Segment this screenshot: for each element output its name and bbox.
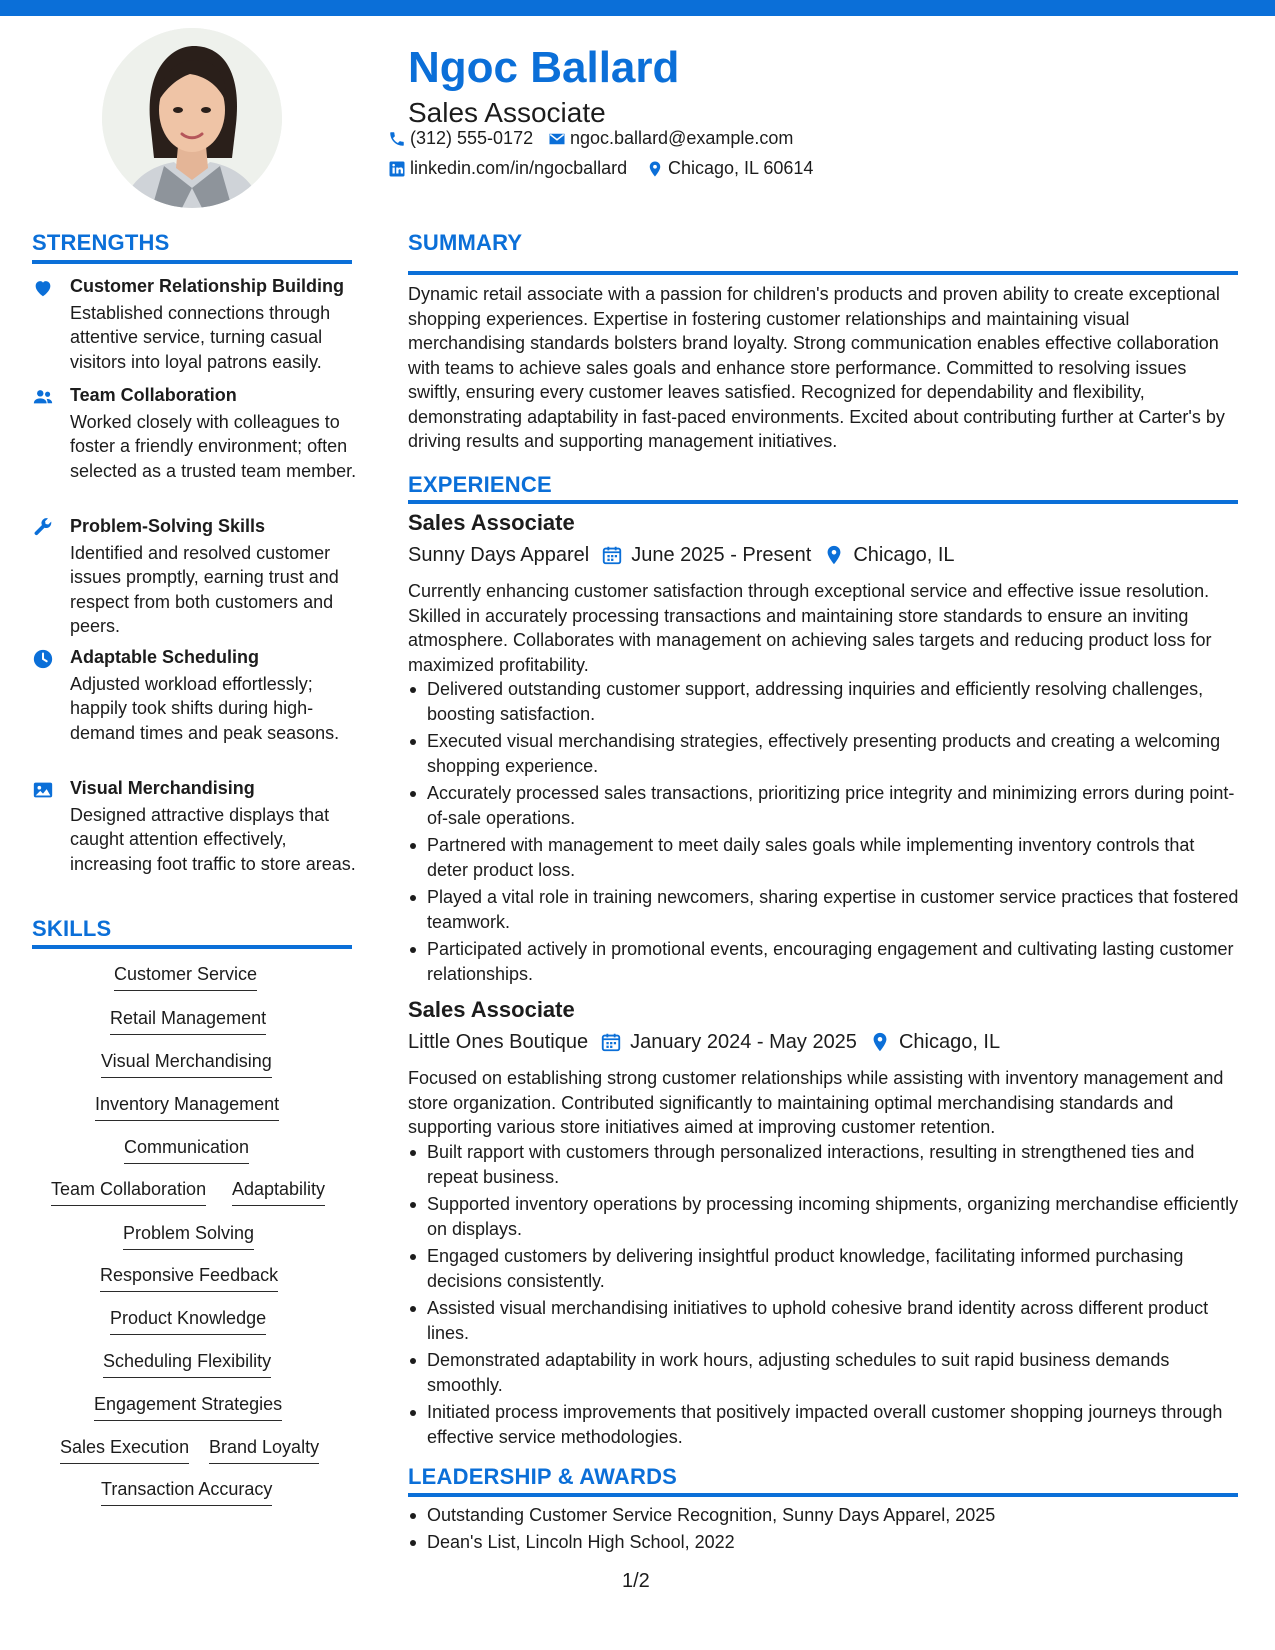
- job-bullet: Demonstrated adaptability in work hours, adjusting schedules to suit rapid business demands smoothly.: [408, 1348, 1240, 1397]
- skill-tag: Customer Service: [114, 963, 257, 991]
- users-icon: [32, 386, 54, 408]
- phone-icon: [388, 130, 406, 148]
- job-location: Chicago, IL: [898, 1030, 1001, 1053]
- heart-icon: [32, 277, 54, 299]
- job-meta: [408, 1028, 1000, 1056]
- strength-desc: Adjusted workload effortlessly; happily took shifts during high-demand times and peak seasons.: [70, 674, 340, 743]
- skill-tag: Retail Management: [110, 1007, 266, 1035]
- awards-list: [408, 1503, 1240, 1557]
- job-bullet: Built rapport with customers through personalized interactions, resulting in strengthened ties and repeat business.: [408, 1140, 1240, 1189]
- strength-title: Adaptable Scheduling: [70, 647, 260, 667]
- job-bullet: Supported inventory operations by processing incoming shipments, organizing merchandise efficiently on displays.: [408, 1192, 1240, 1241]
- skills-rule: [32, 945, 352, 949]
- strength-title: Problem-Solving Skills: [70, 516, 266, 536]
- job-bullets: [408, 677, 1240, 989]
- linkedin-text: linkedin.com/in/ngocballard: [410, 158, 628, 178]
- job-meta: [408, 541, 955, 569]
- job-bullet: Delivered outstanding customer support, addressing inquiries and efficiently resolving challenges, boosting satisfaction.: [408, 677, 1240, 726]
- strength-desc: Identified and resolved customer issues promptly, earning trust and respect from both customers and peers.: [70, 543, 339, 636]
- phone-contact: [388, 128, 533, 149]
- linkedin-icon: [388, 160, 406, 178]
- job-bullet: Assisted visual merchandising initiatives to uphold cohesive brand identity across different product lines.: [408, 1296, 1240, 1345]
- skill-tag: Engagement Strategies: [94, 1393, 282, 1421]
- skill-tag: Visual Merchandising: [101, 1050, 272, 1078]
- skill-tag: Product Knowledge: [110, 1307, 266, 1335]
- email-contact: [548, 128, 793, 149]
- page-number: 1/2: [622, 1570, 650, 1592]
- skill-tag: Problem Solving: [123, 1222, 254, 1250]
- strength-title: Visual Merchandising: [70, 778, 255, 798]
- job-dates: June 2025 - Present: [631, 543, 812, 566]
- clock-icon: [32, 648, 54, 670]
- experience-rule: [408, 500, 1238, 504]
- job-bullet: Executed visual merchandising strategies, effectively presenting products and creating a welcoming shopping experience.: [408, 729, 1240, 778]
- skill-tag: Sales Execution: [60, 1436, 189, 1464]
- strength-title: Customer Relationship Building: [70, 276, 345, 296]
- email-text: ngoc.ballard@example.com: [570, 128, 794, 148]
- job-company: Sunny Days Apparel: [408, 543, 590, 566]
- job-summary: Currently enhancing customer satisfaction through exceptional service and effective issue resolution. Skilled in accurately processing transactions and maintaining store standards to ensure an inviting atmosphere. Collaborates with management on achieving sales targets and reducing product loss for maximized profitability.: [408, 581, 1212, 675]
- strength-desc: Designed attractive displays that caught attention effectively, increasing foot traffic to store areas.: [70, 805, 356, 874]
- map-pin-icon: [869, 1031, 891, 1053]
- calendar-icon: [600, 1031, 622, 1053]
- job-bullet: Partnered with management to meet daily sales goals while implementing inventory controls that deter product loss.: [408, 833, 1240, 882]
- job-bullet: Played a vital role in training newcomers, sharing expertise in customer service practices that fostered teamwork.: [408, 885, 1240, 934]
- award-item: Dean's List, Lincoln High School, 2022: [408, 1530, 1240, 1555]
- map-pin-icon: [823, 544, 845, 566]
- job-company: Little Ones Boutique: [408, 1030, 589, 1053]
- job-role: Sales Associate: [408, 997, 575, 1022]
- skill-tag: Scheduling Flexibility: [103, 1350, 271, 1378]
- location-contact: [646, 158, 813, 179]
- strength-desc: Established connections through attentive service, turning casual visitors into loyal patrons easily.: [70, 303, 331, 372]
- skill-tag: Communication: [124, 1136, 249, 1164]
- strengths-rule: [32, 260, 352, 264]
- skills-heading: SKILLS: [32, 916, 112, 941]
- awards-heading: LEADERSHIP & AWARDS: [408, 1464, 678, 1489]
- skill-tag: Transaction Accuracy: [101, 1478, 272, 1506]
- candidate-title: Sales Associate: [408, 97, 606, 128]
- wrench-icon: [32, 517, 54, 539]
- location-text: Chicago, IL 60614: [668, 158, 814, 178]
- summary-heading: SUMMARY: [408, 230, 523, 255]
- map-pin-icon: [646, 160, 664, 178]
- strength-desc: Worked closely with colleagues to foster a friendly environment; often selected as a trusted team member.: [70, 412, 357, 481]
- summary-text: Dynamic retail associate with a passion for children's products and proven ability to create exceptional shopping experiences. Expertise in fostering customer relationships and maintaining visual merchandising standards bolsters brand loyalty. Strong communication enables effective collaboration with teams to achieve sales goals and enhance store performance. Committed to resolving issues swiftly, ensuring every customer leaves satisfied. Recognized for dependability and flexibility, demonstrating adaptability in fast-paced environments. Excited about contributing further at Carter's by driving results and supporting management initiatives.: [408, 284, 1225, 451]
- award-item: Outstanding Customer Service Recognition, Sunny Days Apparel, 2025: [408, 1503, 1240, 1528]
- job-bullet: Participated actively in promotional events, encouraging engagement and cultivating lasting customer relationships.: [408, 937, 1240, 986]
- job-bullet: Engaged customers by delivering insightful product knowledge, facilitating informed purchasing decisions consistently.: [408, 1244, 1240, 1293]
- skill-tag: Inventory Management: [95, 1093, 279, 1121]
- awards-rule: [408, 1493, 1238, 1497]
- image-icon: [32, 779, 54, 801]
- skill-tag: Brand Loyalty: [209, 1436, 319, 1464]
- calendar-icon: [601, 544, 623, 566]
- job-bullet: Initiated process improvements that positively impacted overall customer shopping journeys through effective service methodologies.: [408, 1400, 1240, 1449]
- profile-photo: [102, 28, 282, 208]
- top-accent-bar: [0, 0, 1275, 16]
- job-summary: Focused on establishing strong customer relationships while assisting with inventory management and store organization. Contributed significantly to maintaining optimal merchandising standards and supporting various store initiatives aimed at improving customer retention.: [408, 1068, 1224, 1137]
- candidate-name: Ngoc Ballard: [408, 43, 680, 92]
- job-bullet: Accurately processed sales transactions, prioritizing price integrity and minimizing errors during point-of-sale operations.: [408, 781, 1240, 830]
- skill-tag: Team Collaboration: [51, 1178, 206, 1206]
- strength-title: Team Collaboration: [70, 385, 237, 405]
- linkedin-contact: [388, 158, 627, 179]
- job-location: Chicago, IL: [853, 543, 955, 566]
- summary-rule: [408, 271, 1238, 275]
- job-bullets: [408, 1140, 1240, 1452]
- phone-text: (312) 555-0172: [410, 128, 534, 148]
- strengths-heading: STRENGTHS: [32, 230, 170, 255]
- skill-tag: Responsive Feedback: [100, 1264, 278, 1292]
- job-role: Sales Associate: [408, 510, 575, 535]
- experience-heading: EXPERIENCE: [408, 472, 552, 497]
- resume-header: [408, 40, 1238, 130]
- job-dates: January 2024 - May 2025: [630, 1030, 857, 1053]
- skill-tag: Adaptability: [232, 1178, 325, 1206]
- envelope-icon: [548, 130, 566, 148]
